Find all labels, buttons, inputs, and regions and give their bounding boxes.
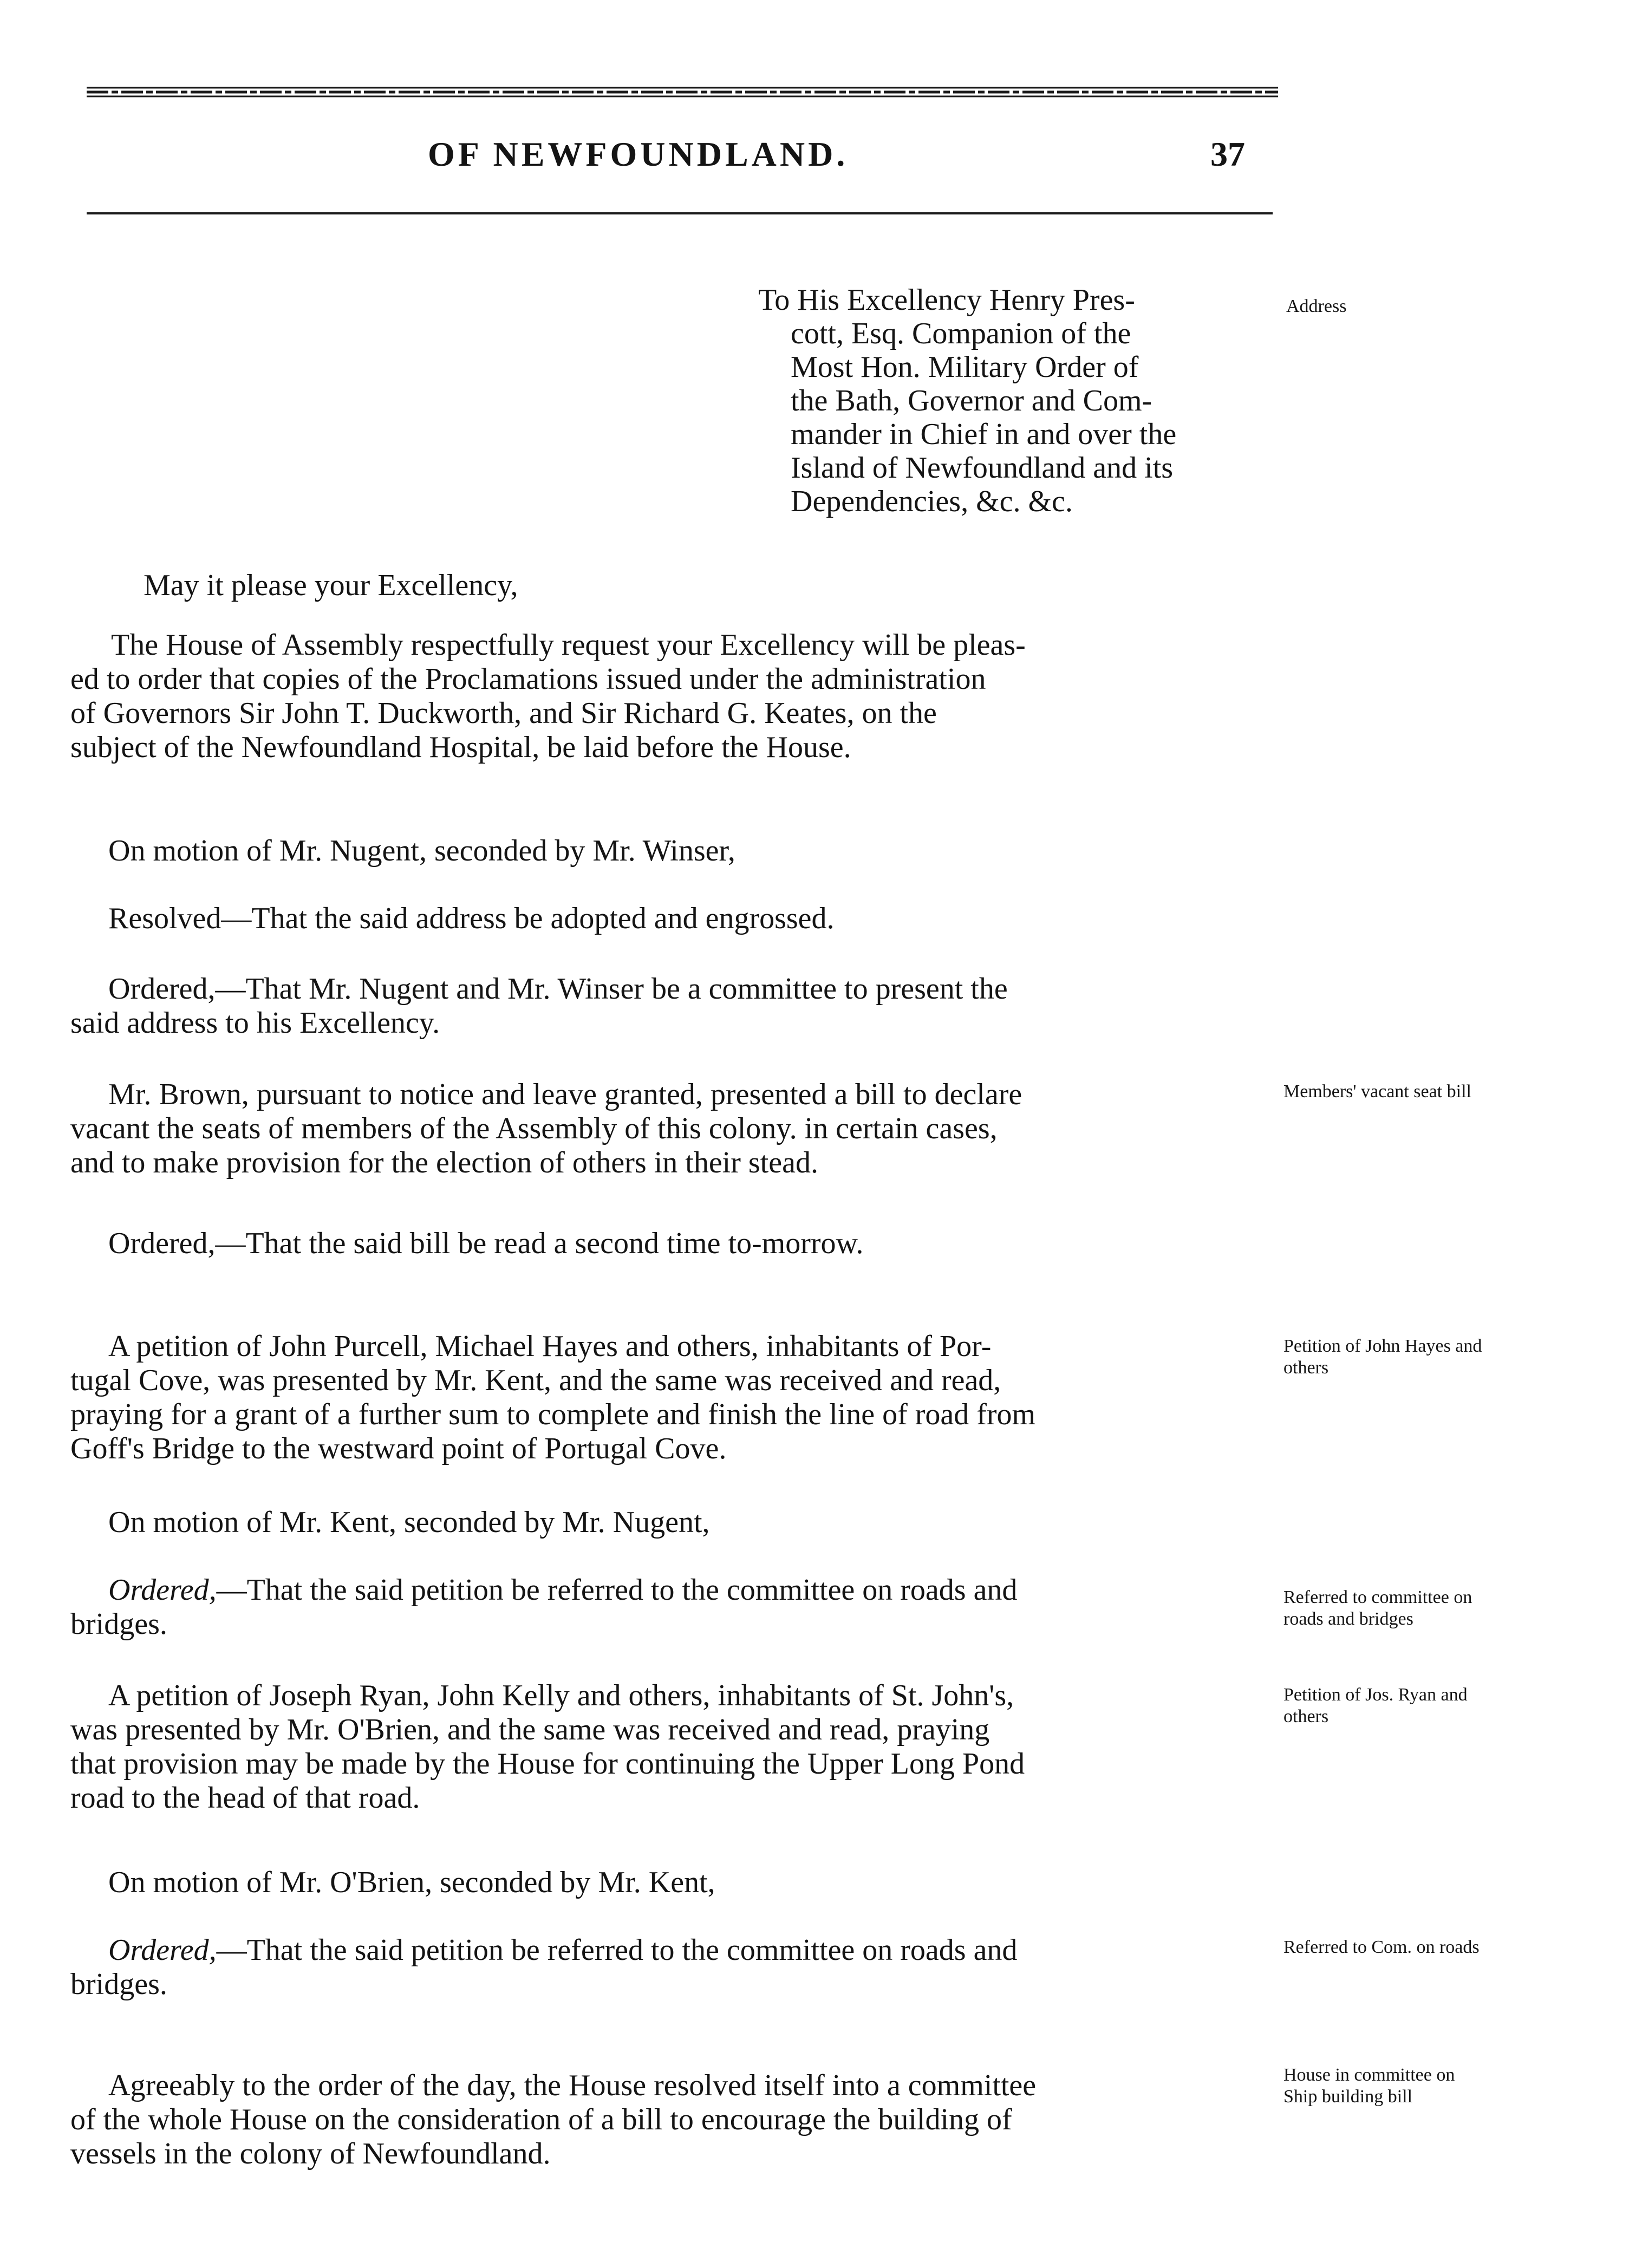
text-line: Agreeably to the order of the day, the House resolved itself into a committee (108, 2069, 1037, 2102)
address-line: Dependencies, &c. &c. (791, 485, 1073, 518)
margin-note-line: Petition of Jos. Ryan and (1283, 1685, 1468, 1705)
margin-note-line: Petition of John Hayes and (1283, 1336, 1482, 1356)
committee-paragraph (70, 2069, 1273, 2171)
text-line: Goff's Bridge to the westward point of Portugal Cove. (70, 1432, 727, 1465)
motion-nugent: On motion of Mr. Nugent, seconded by Mr. Winser, (108, 834, 735, 868)
text-line: vessels in the colony of Newfoundland. (70, 2137, 551, 2171)
paragraph-request (70, 628, 1273, 765)
ordered-label: Ordered, (108, 1933, 217, 1967)
text-line: A petition of Joseph Ryan, John Kelly and others, inhabitants of St. John's, (108, 1679, 1014, 1712)
text-line: vacant the seats of members of the Assembly of this colony. in certain cases, (70, 1112, 998, 1145)
margin-note-referred-committee (1283, 1587, 1472, 1630)
margin-note-petition-ryan (1283, 1684, 1468, 1728)
ordered-label: Ordered, (108, 1573, 217, 1607)
text-line: road to the head of that road. (70, 1781, 420, 1815)
ordered-second-reading: Ordered,—That the said bill be read a second time to-morrow. (108, 1227, 864, 1260)
page-number: 37 (1210, 135, 1245, 173)
text-line: praying for a grant of a further sum to complete and finish the line of road from (70, 1398, 1036, 1431)
address-line: Island of Newfoundland and its (791, 451, 1174, 485)
margin-note-line: Referred to committee on (1283, 1587, 1472, 1607)
text-line: and to make provision for the election of others in their stead. (70, 1146, 818, 1179)
ordered-text: —That the said petition be referred to the committee on roads and (216, 1573, 1018, 1607)
ordered-referred-roads (70, 1573, 1273, 1641)
salutation: May it please your Excellency, (144, 569, 518, 602)
address-line: Most Hon. Military Order of (791, 350, 1139, 384)
motion-kent: On motion of Mr. Kent, seconded by Mr. Nugent, (108, 1506, 710, 1539)
ordered-committee (70, 972, 1273, 1040)
margin-note-line: Ship building bill (1283, 2087, 1413, 2107)
text-line: said address to his Excellency. (70, 1006, 440, 1040)
resolved-address: Resolved—That the said address be adopted and engrossed. (108, 902, 835, 935)
petition-purcell-paragraph (70, 1329, 1273, 1466)
ordered-referred-com (70, 1933, 1273, 2002)
text-line: tugal Cove, was presented by Mr. Kent, and the same was received and read, (70, 1364, 1001, 1397)
running-head-title: OF NEWFOUNDLAND. (428, 135, 849, 173)
text-line: A petition of John Purcell, Michael Hayes and others, inhabitants of Por- (108, 1329, 992, 1363)
text-line: was presented by Mr. O'Brien, and the same was received and read, praying (70, 1713, 990, 1746)
header-rule (87, 212, 1273, 218)
text-line: The House of Assembly respectfully request your Excellency will be pleas- (111, 628, 1026, 662)
text-line: of Governors Sir John T. Duckworth, and Sir Richard G. Keates, on the (70, 696, 937, 730)
petition-ryan-paragraph (70, 1679, 1273, 1815)
text-line: bridges. (70, 1967, 167, 2001)
text-line: that provision may be made by the House for continuing the Upper Long Pond (70, 1747, 1025, 1781)
margin-note-referred-com: Referred to Com. on roads (1283, 1937, 1480, 1957)
text-line (70, 1573, 1273, 1607)
text-line: Mr. Brown, pursuant to notice and leave granted, presented a bill to declare (108, 1078, 1022, 1111)
text-line (70, 1933, 1273, 1967)
margin-note-line: House in committee on (1283, 2065, 1455, 2085)
margin-note-petition-hayes (1283, 1335, 1482, 1379)
address-line: the Bath, Governor and Com- (791, 384, 1152, 418)
margin-note-line: others (1283, 1358, 1329, 1378)
margin-note-ship-building (1283, 2064, 1455, 2108)
margin-note-line: roads and bridges (1283, 1609, 1413, 1629)
address-heading (758, 283, 1289, 518)
text-line: of the whole House on the consideration of a bill to encourage the building of (70, 2103, 1012, 2136)
address-line: cott, Esq. Companion of the (791, 317, 1131, 350)
margin-note-line: others (1283, 1706, 1329, 1726)
address-line: To His Excellency Henry Pres- (758, 283, 1135, 317)
text-line: Ordered,—That Mr. Nugent and Mr. Winser be a committee to present the (108, 972, 1008, 1006)
text-line: subject of the Newfoundland Hospital, be laid before the House. (70, 731, 851, 764)
margin-note-vacant-seat-bill: Members' vacant seat bill (1283, 1081, 1471, 1102)
text-line: bridges. (70, 1607, 167, 1641)
brown-bill-paragraph (70, 1078, 1273, 1180)
ordered-text: —That the said petition be referred to the committee on roads and (216, 1933, 1018, 1967)
ornamental-top-rule (87, 81, 1278, 103)
address-line: mander in Chief in and over the (791, 418, 1177, 451)
text-line: ed to order that copies of the Proclamations issued under the administration (70, 662, 986, 696)
motion-obrien: On motion of Mr. O'Brien, seconded by Mr. Kent, (108, 1866, 715, 1899)
margin-note-address: Address (1286, 296, 1347, 316)
